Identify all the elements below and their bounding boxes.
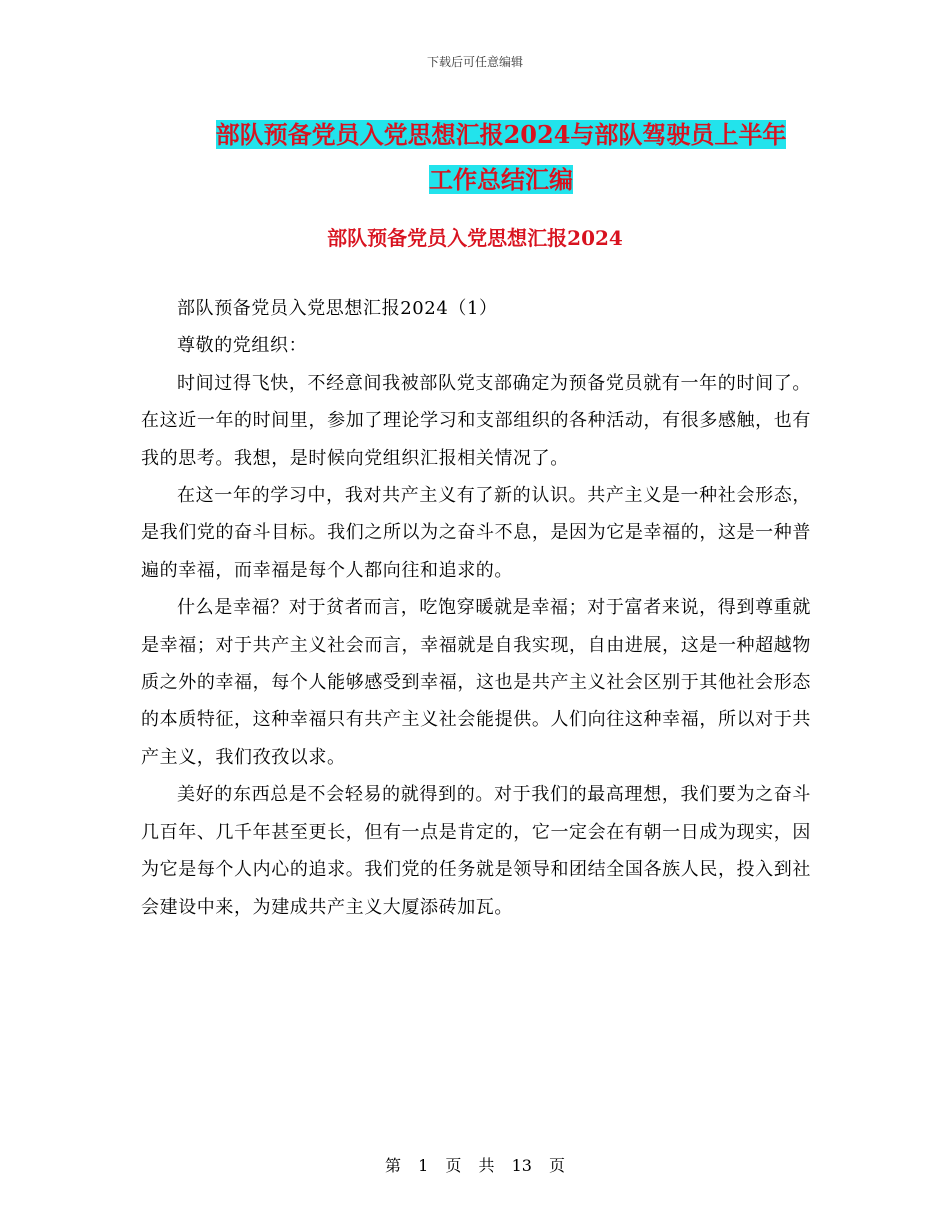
paragraph: 什么是幸福？对于贫者而言，吃饱穿暖就是幸福；对于富者来说，得到尊重就是幸福；对于共产主义社会而言，幸福就是自我实现，自由进展，这是一种超越物质之外的幸福，每个人能够感受到幸福，这也是共产主义社会区别于其他社会形态的本质特征，这种幸福只有共产主义社会能提供。人们向往这种幸福，所以对于共产主义，我们孜孜以求。	[141, 597, 811, 768]
footer-page-number: 1	[418, 1156, 429, 1175]
page-footer	[0, 1153, 950, 1176]
paragraph: 美好的东西总是不会轻易的就得到的。对于我们的最高理想，我们要为之奋斗几百年、几千年甚至更长，但有一点是肯定的，它一定会在有朝一日成为现实，因为它是每个人内心的追求。我们党的任务就是领导和团结全国各族人民，投入到社会建设中来，为建成共产主义大厦添砖加瓦。	[141, 784, 811, 918]
footer-page-unit: 页	[445, 1156, 462, 1175]
document-title	[140, 112, 862, 202]
paragraph-subtitle: 部队预备党员入党思想汇报2024（1）	[177, 298, 498, 319]
paragraph-salutation: 尊敬的党组织：	[177, 335, 308, 357]
document-title-line-2: 工作总结汇编	[429, 165, 573, 194]
header-note: 下载后可任意编辑	[426, 55, 523, 69]
footer-total-pages: 13	[511, 1156, 532, 1175]
footer-total-unit: 页	[549, 1156, 566, 1175]
paragraph: 在这一年的学习中，我对共产主义有了新的认识。共产主义是一种社会形态，是我们党的奋斗目标。我们之所以为之奋斗不息，是因为它是幸福的，这是一种普遍的幸福，而幸福是每个人都向往和追求的。	[141, 485, 811, 581]
section-title: 部队预备党员入党思想汇报2024	[327, 226, 623, 250]
footer-page-label: 第	[384, 1156, 401, 1175]
document-body	[141, 290, 811, 926]
footer-total-label: 共	[478, 1156, 495, 1175]
paragraph: 时间过得飞快，不经意间我被部队党支部确定为预备党员就有一年的时间了。在这近一年的时间里，参加了理论学习和支部组织的各种活动，有很多感触，也有我的思考。我想，是时候向党组织汇报相关情况了。	[141, 372, 811, 469]
document-title-line-1: 部队预备党员入党思想汇报2024与部队驾驶员上半年	[215, 120, 787, 149]
